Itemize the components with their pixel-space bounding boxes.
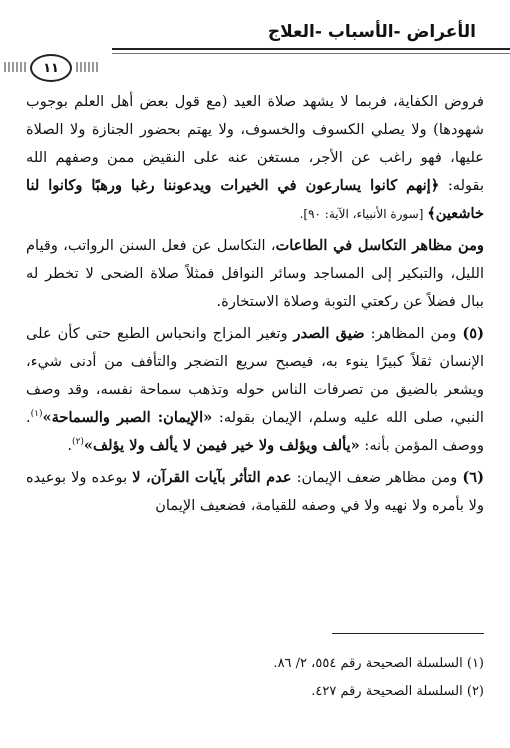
page-number-badge	[28, 54, 74, 82]
hadith-2: «يألف ويؤلف ولا خير فيمن لا يألف ولا يؤلف»	[83, 437, 360, 454]
footnote-ref-2: (٢)	[72, 437, 84, 448]
paragraph-3-text-c: . ووصف المؤمن بأنه:	[26, 409, 484, 454]
ornament-left	[4, 62, 28, 72]
body-text	[26, 88, 484, 522]
footnote-separator	[332, 633, 484, 634]
paragraph-3-number: (٥)	[462, 325, 484, 342]
footnote-1: (١) السلسلة الصحيحة رقم ٥٥٤، ٢/ ٨٦.	[273, 656, 484, 671]
paragraph-3	[26, 320, 484, 460]
footnotes	[26, 650, 484, 706]
paragraph-3-text-a: ومن المظاهر:	[364, 325, 463, 342]
footnote-2: (٢) السلسلة الصحيحة رقم ٤٢٧.	[311, 684, 484, 699]
paragraph-1	[26, 88, 484, 228]
header-title: الأعراض -الأسباب -العلاج	[267, 22, 476, 42]
header-double-line	[112, 48, 510, 50]
paragraph-4-text-a: ومن مظاهر ضعف الإيمان:	[291, 469, 463, 486]
paragraph-4-text-b: بوعده ولا بوعيده ولا بأمره ولا نهيه ولا في وصفه للقيامة، فضعيف الإيمان	[26, 469, 484, 514]
paragraph-3-text-b: وتغير المزاج وانحباس الطبع حتى كأن على الإنسان ثقلاً كبيرًا ينوء به، فيصبح سريع التضجر والتأفف من أدنى شيء، ويشعر بالضيق من تصرفات الناس حوله وتذهب سماحة نفسه، وقد وصف النبي، صلى الله عليه وسلم، الإيمان بقوله:	[26, 325, 484, 426]
paragraph-4-heading: عدم التأثر بآيات القرآن، لا	[132, 469, 292, 486]
paragraph-2-heading: ومن مظاهر التكاسل في الطاعات	[275, 237, 484, 254]
quran-quote: ﴿إنهم كانوا يسارعون في الخيرات ويدعوننا رغبا ورهبًا وكانوا لنا خاشعين﴾	[26, 177, 484, 222]
footnote-ref-1: (١)	[30, 409, 43, 420]
paragraph-2	[26, 232, 484, 316]
paragraph-4	[26, 464, 484, 520]
paragraph-4-number: (٦)	[462, 469, 484, 486]
hadith-1: «الإيمان: الصبر والسماحة»	[42, 409, 213, 426]
paragraph-1-text: فروض الكفاية، فربما لا يشهد صلاة العيد (مع قول بعض أهل العلم بوجوب شهودها) ولا يصلي الكسوف والخسوف، ولا يهتم بحضور الجنازة ولا الصلاة عليها، فهو راغب عن الأجر، مستغن عنه على النقيض ممن وصفهم الله بقوله:	[26, 93, 485, 194]
paragraph-3-heading: ضيق الصدر	[293, 325, 365, 342]
quran-reference: [سورة الأنبياء، الآية: ٩٠].	[299, 207, 428, 221]
paragraph-3-text-d: .	[67, 437, 73, 454]
page-number: ١١	[30, 54, 72, 82]
paragraph-2-text: ، التكاسل عن فعل السنن الرواتب، وقيام الليل، والتبكير إلى المساجد وسائر النوافل فمثلاً صلاة الضحى لا تخطر له ببال فضلاً عن ركعتي التوبة وصلاة الاستخارة.	[26, 237, 484, 310]
ornament-right	[76, 62, 100, 72]
